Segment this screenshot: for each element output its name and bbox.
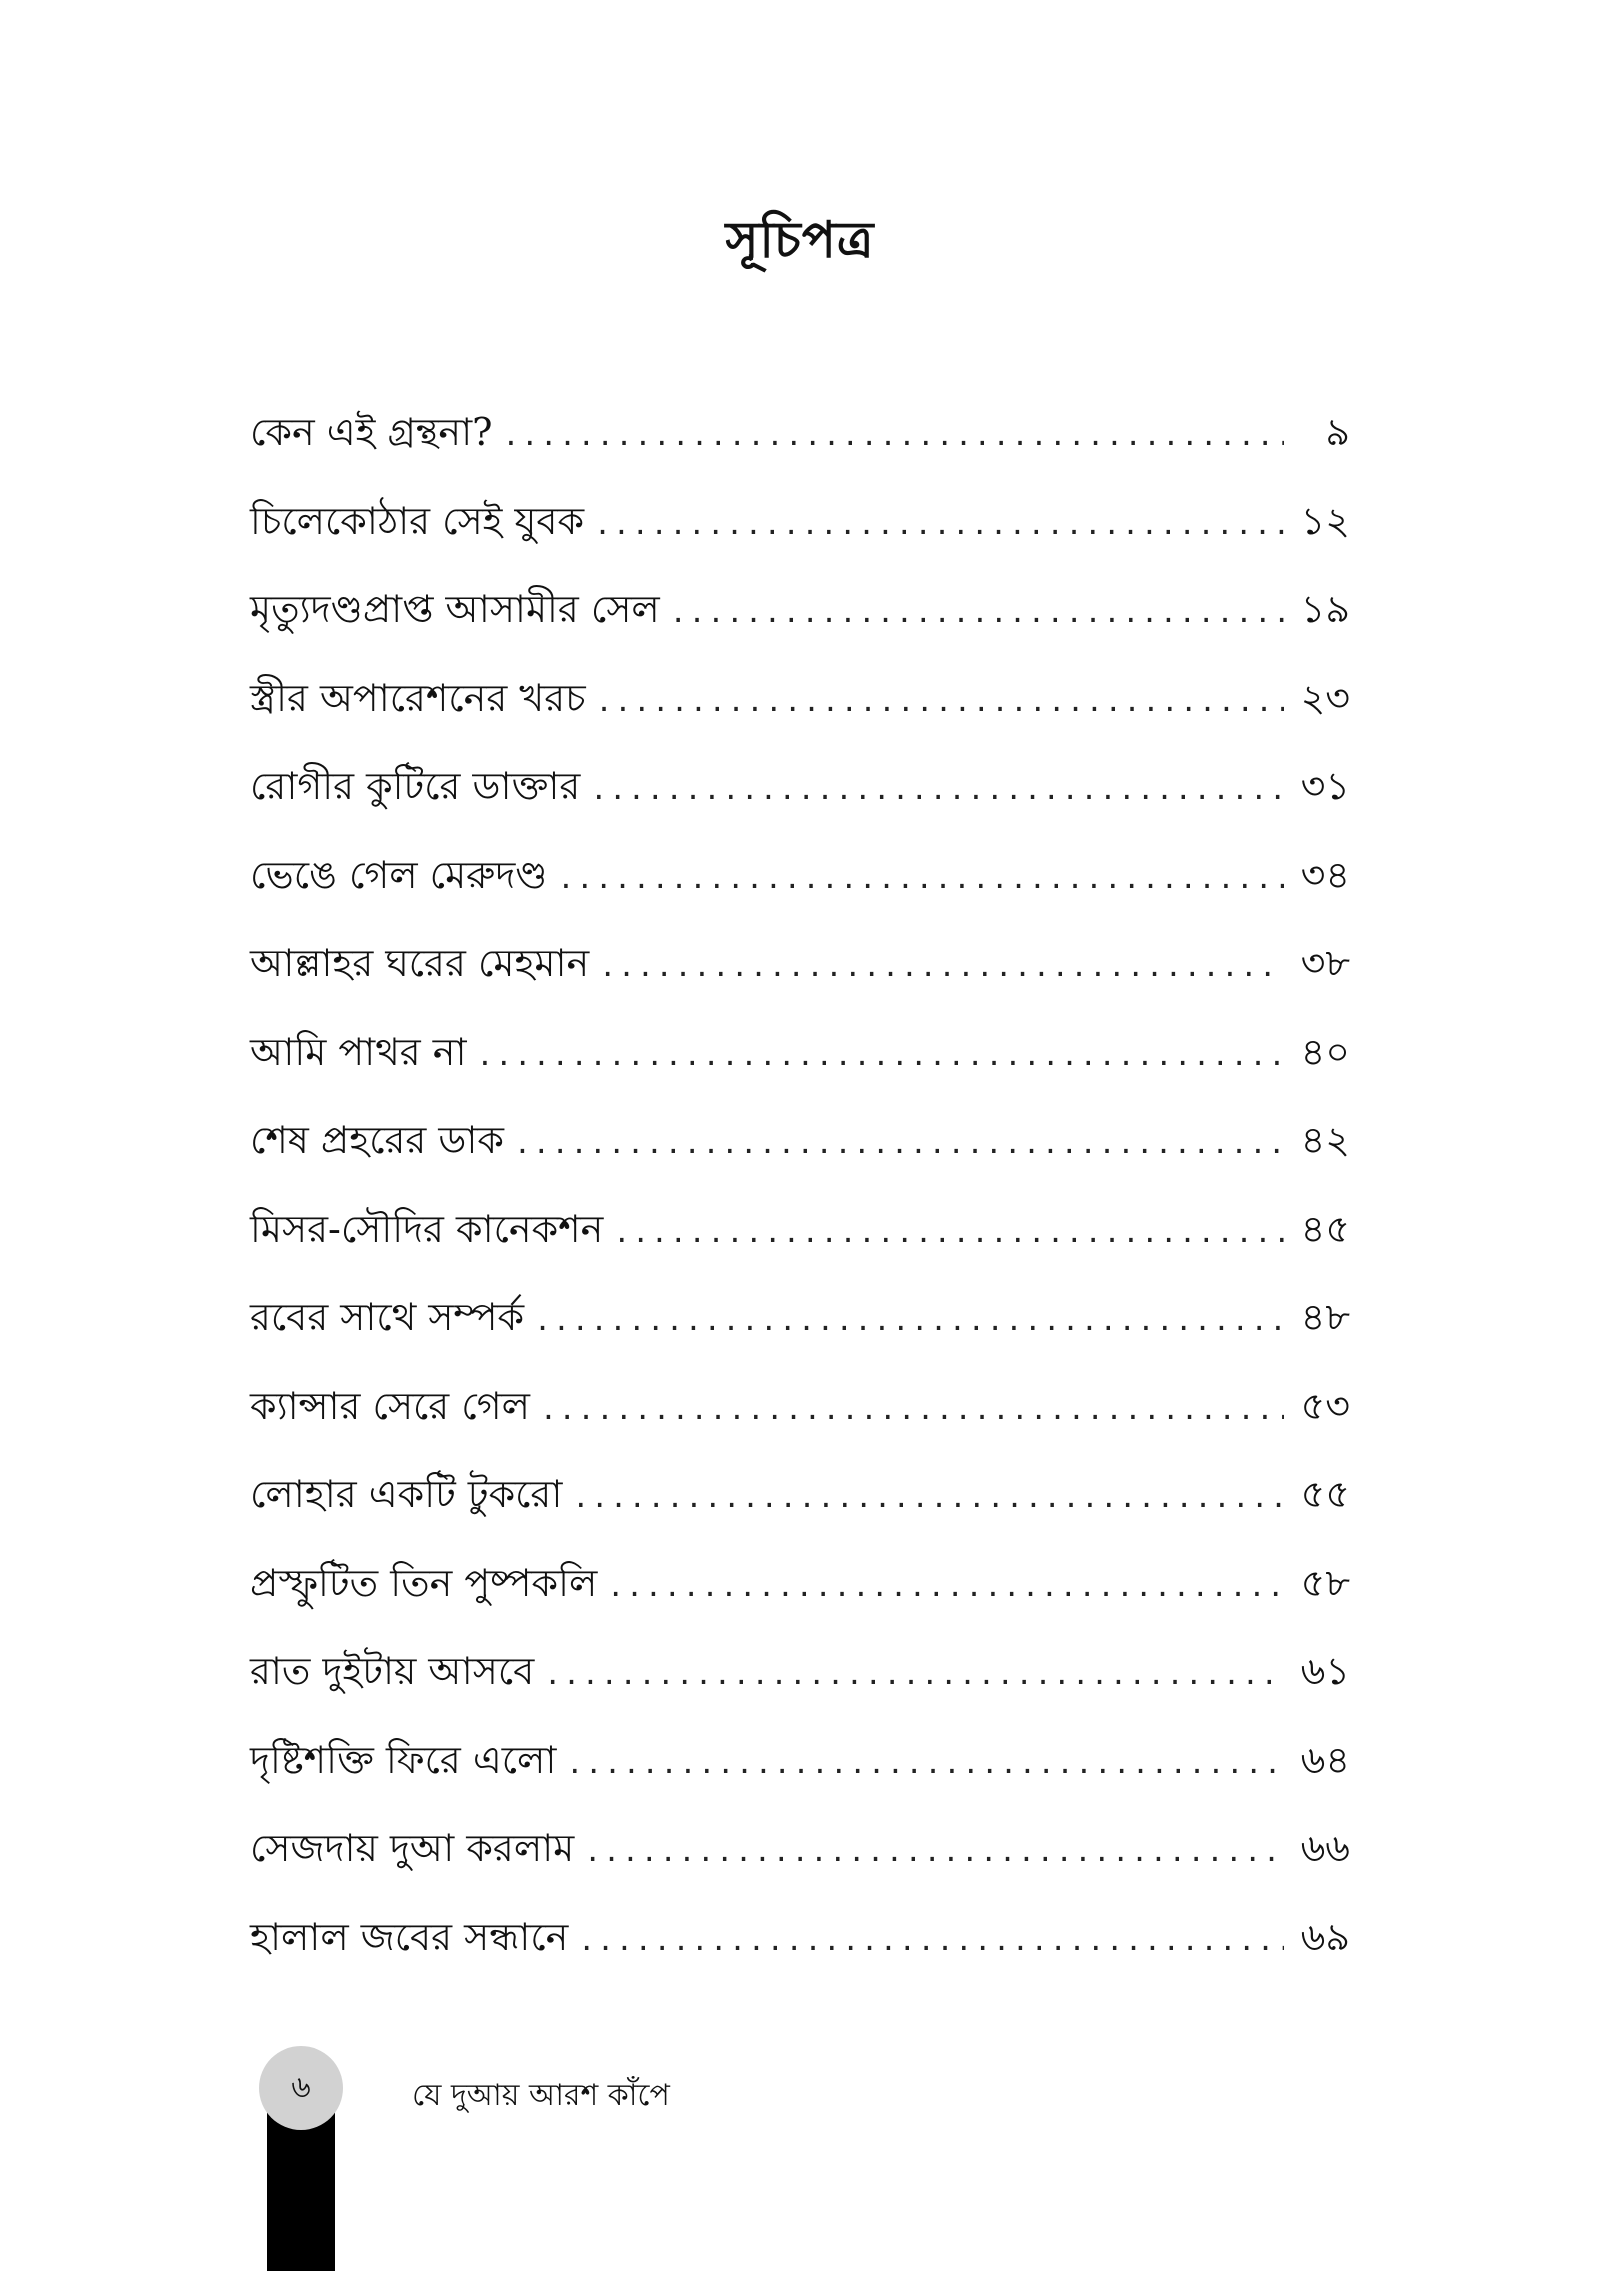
toc-entry-page: ৬৬ [1300,1826,1350,1871]
toc-entry[interactable] [250,1450,1350,1539]
page-title: সূচিপত্র [725,210,875,269]
toc-entry-page: ৪৫ [1300,1206,1350,1251]
dot-leader [534,1296,1284,1346]
toc-entry-title: আল্লাহর ঘরের মেহমান [250,941,590,986]
dot-leader [613,1208,1284,1258]
toc-entry-title: হালাল জবের সন্ধানে [250,1914,569,1959]
toc-entry-page: ১৯ [1300,587,1350,632]
footer-book-title: যে দুআয় আরশ কাঁপে [412,2078,670,2113]
toc-entry-page: ৩১ [1300,764,1350,809]
toc-entry[interactable] [250,1273,1350,1362]
toc-entry-title: চিলেকোঠার সেই যুবক [250,498,585,543]
table-of-contents [250,388,1350,1981]
toc-entry-page: ৩৮ [1300,941,1350,986]
dot-leader [544,1650,1284,1700]
dot-leader [503,411,1285,461]
toc-entry[interactable] [250,1362,1350,1451]
toc-entry-page: ১২ [1300,498,1350,543]
dot-leader [566,1739,1284,1789]
toc-entry[interactable] [250,565,1350,654]
dot-leader [540,1385,1284,1435]
toc-entry[interactable] [250,1008,1350,1097]
toc-entry-page: ৩৪ [1300,852,1350,897]
toc-entry-title: রবের সাথে সম্পর্ক [250,1295,525,1340]
dot-leader [578,1916,1284,1966]
toc-entry-title: প্রস্ফুটিত তিন পুষ্পকলি [250,1560,598,1605]
toc-entry-page: ২৩ [1300,675,1350,720]
toc-entry-title: ভেঙে গেল মেরুদণ্ড [250,852,548,897]
toc-entry-title: ক্যান্সার সেরে গেল [250,1383,530,1428]
dot-leader [514,1119,1284,1169]
toc-entry[interactable] [250,1539,1350,1628]
toc-entry-page: ৫৫ [1300,1472,1350,1517]
toc-entry-page: ৬১ [1300,1649,1350,1694]
dot-leader [599,942,1284,992]
toc-entry-page: ৪২ [1300,1118,1350,1163]
toc-entry-page: ৫৮ [1300,1560,1350,1605]
dot-leader [558,854,1284,904]
toc-entry-title: মিসর-সৌদির কানেকশন [250,1206,604,1251]
toc-entry[interactable] [250,1893,1350,1982]
toc-entry[interactable] [250,831,1350,920]
toc-entry-page: ৪৮ [1300,1295,1350,1340]
toc-entry[interactable] [250,388,1350,477]
toc-entry[interactable] [250,919,1350,1008]
dot-leader [572,1473,1284,1523]
toc-entry-title: কেন এই গ্রন্থনা? [250,410,493,455]
toc-entry[interactable] [250,654,1350,743]
toc-entry-page: ৫৩ [1300,1383,1350,1428]
dot-leader [596,677,1284,727]
page-number-text: ৬ [291,2069,311,2105]
toc-entry-title: আমি পাথর না [250,1029,467,1074]
toc-entry-title: শেষ প্রহরের ডাক [250,1118,504,1163]
toc-entry[interactable] [250,1627,1350,1716]
toc-entry-page: ৬৯ [1300,1914,1350,1959]
toc-entry[interactable] [250,1804,1350,1893]
dot-leader [607,1562,1284,1612]
dot-leader [584,1827,1284,1877]
toc-entry[interactable] [250,1716,1350,1805]
toc-entry[interactable] [250,1096,1350,1185]
toc-entry-title: লোহার একটি টুকরো [250,1472,563,1517]
toc-entry[interactable] [250,742,1350,831]
toc-entry-page: ৬৪ [1300,1737,1350,1782]
toc-entry-title: রোগীর কুটিরে ডাক্তার [250,764,581,809]
toc-entry-title: মৃত্যুদণ্ডপ্রাপ্ত আসামীর সেল [250,587,660,632]
toc-entry-page: ৪০ [1300,1029,1350,1074]
footer-page-number [259,2046,343,2130]
toc-entry-page: ৯ [1325,410,1350,455]
dot-leader [590,765,1284,815]
toc-entry-title: সেজদায় দুআ করলাম [250,1826,575,1871]
dot-leader [476,1031,1284,1081]
dot-leader [594,500,1284,550]
dot-leader [670,588,1284,638]
toc-entry-title: স্ত্রীর অপারেশনের খরচ [250,675,586,720]
toc-entry-title: রাত দুইটায় আসবে [250,1649,535,1694]
toc-entry[interactable] [250,1185,1350,1274]
toc-entry[interactable] [250,477,1350,566]
toc-entry-title: দৃষ্টিশক্তি ফিরে এলো [250,1737,557,1782]
